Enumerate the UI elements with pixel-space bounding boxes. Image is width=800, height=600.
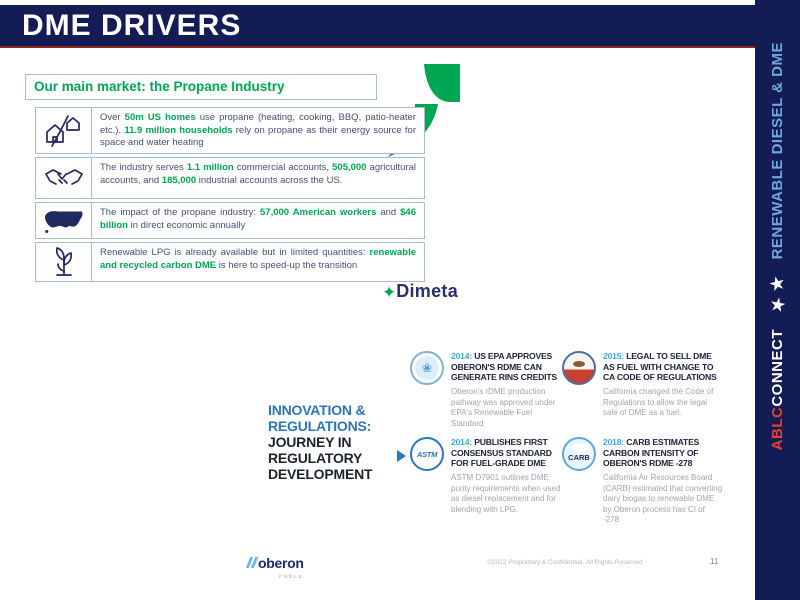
info-box-renewable-dme <box>35 242 425 282</box>
info-box-industry-accounts <box>35 157 425 199</box>
section-heading-propane-market: Our main market: the Propane Industry <box>25 74 377 100</box>
carb-seal-icon: CARB <box>562 437 596 471</box>
sidebar-label-renewable-diesel-dme: RENEWABLE DIESEL & DME <box>769 42 786 260</box>
right-sidebar <box>755 0 800 600</box>
dimeta-logo-text: Dimeta <box>396 281 459 301</box>
info-box-homes <box>35 107 425 154</box>
epa-seal-icon: ❀ <box>410 351 444 385</box>
timeline-milestone-carb <box>562 437 723 526</box>
star-icon: ★ <box>766 272 789 298</box>
timeline-heading-accent: INNOVATION & REGULATIONS: <box>268 402 372 435</box>
oberon-logo <box>248 555 304 579</box>
stars-decoration <box>766 272 789 318</box>
milestone-title: 2018: CARB ESTIMATES CARBON INTENSITY OF OBERON'S RDME -278 <box>603 437 700 469</box>
info-text-economic-impact: The impact of the propane industry: 57,000 American workers and $46 billion in direct economic annually <box>100 207 416 231</box>
info-text-renewable-dme: Renewable LPG is already available but in limited quantities: renewable and recycled carbon DME is here to speed-up the transition <box>100 247 416 271</box>
info-text-industry-accounts: The industry serves 1.1 million commercial accounts, 505,000 agricultural accounts, and 185,000 industrial accounts across the US. <box>100 162 416 186</box>
oberon-logo-mark-icon <box>248 557 255 568</box>
star-icon: ★ <box>767 294 788 318</box>
brand-connect: CONNECT <box>769 329 786 407</box>
brand-ablc: ABLC <box>769 406 786 451</box>
handshake-icon <box>36 158 92 198</box>
homes-icon <box>36 108 92 153</box>
timeline-heading <box>268 402 394 482</box>
milestone-body: ASTM D7901 outlines DME purity requirements when used as diesel replacement and for blending with LPG. <box>451 473 561 514</box>
timeline-milestone-california <box>562 351 723 419</box>
milestone-title: 2014: US EPA APPROVES OBERON'S RDME CAN GENERATE RINS CREDITS <box>451 351 557 383</box>
copyright-text: ©2022 Proprietary & Confidential. All Rights Reserved <box>487 559 643 566</box>
dimeta-diamond-icon: ✦ <box>381 283 397 302</box>
page-title: DME DRIVERS <box>22 8 242 42</box>
milestone-body: California changed the Code of Regulations to allow the legal sale of DME as a fuel. <box>603 387 714 418</box>
oberon-logo-subtext: FUELS <box>279 574 304 579</box>
dimeta-logo <box>330 281 510 303</box>
milestone-body: Oberon's rDME production pathway was approved under EPA's Renewable Fuel Standard <box>451 387 556 428</box>
sidebar-brand-ablcconnect <box>769 329 786 450</box>
plant-icon <box>36 243 92 281</box>
timeline-heading-main: JOURNEY IN REGULATORY DEVELOPMENT <box>268 434 373 483</box>
milestone-title: 2015: LEGAL TO SELL DME AS FUEL WITH CHANGE TO CA CODE OF REGULATIONS <box>603 351 717 383</box>
oberon-logo-text: oberon <box>258 555 304 571</box>
info-text-homes: Over 50m US homes use propane (heating, cooking, BBQ, patio-heater etc.). 11.9 million households rely on propane as their energy source for space and water heating <box>100 112 416 149</box>
timeline-arrow-icon <box>397 450 406 462</box>
astm-seal-icon: ASTM <box>410 437 444 471</box>
timeline-milestone-astm <box>410 437 565 515</box>
milestone-body: California Air Resources Board (CARB) estimated that converting dairy biogas to renewable DME by Oberon process has CI of -278 <box>603 473 723 525</box>
milestone-title: 2014: PUBLISHES FIRST CONSENSUS STANDARD FOR FUEL-GRADE DME <box>451 437 552 469</box>
usa-map-icon <box>36 203 92 238</box>
info-box-economic-impact <box>35 202 425 239</box>
page-number: 11 <box>710 557 719 566</box>
slide-header <box>0 5 757 48</box>
timeline-milestone-epa <box>410 351 565 429</box>
california-seal-icon <box>562 351 596 385</box>
